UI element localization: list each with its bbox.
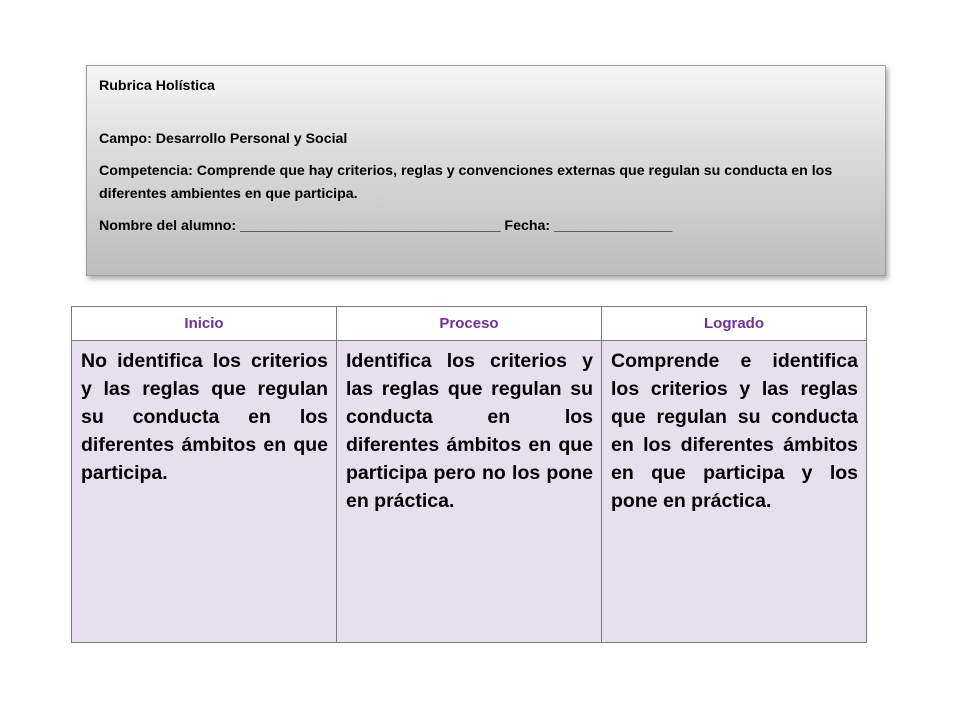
rubric-info-box <box>86 65 886 276</box>
rubric-table <box>71 306 867 643</box>
rubric-descriptor-row <box>72 341 867 643</box>
cell-logrado: Comprende e identifica los criterios y las reglas que regulan su conducta en los diferentes ámbitos en que participa y los pone en práctica. <box>602 341 867 643</box>
cell-inicio: No identifica los criterios y las reglas que regulan su conducta en los diferentes ámbitos en que participa. <box>72 341 337 643</box>
campo-text: Campo: Desarrollo Personal y Social <box>99 131 348 147</box>
column-header-inicio: Inicio <box>72 307 337 341</box>
column-header-proceso: Proceso <box>337 307 602 341</box>
rubric-header-row <box>72 307 867 341</box>
column-header-logrado: Logrado <box>602 307 867 341</box>
student-name-date-line: Nombre del alumno: _________________________________ Fecha: _______________ <box>99 218 673 234</box>
competencia-text: Competencia: Comprende que hay criterios, reglas y convenciones externas que regulan su conducta en los diferentes ambientes en que participa. <box>99 163 833 202</box>
cell-proceso: Identifica los criterios y las reglas que regulan su conducta en los diferentes ámbitos en que participa pero no los pone en práctica. <box>337 341 602 643</box>
rubric-title: Rubrica Holística <box>99 78 215 94</box>
